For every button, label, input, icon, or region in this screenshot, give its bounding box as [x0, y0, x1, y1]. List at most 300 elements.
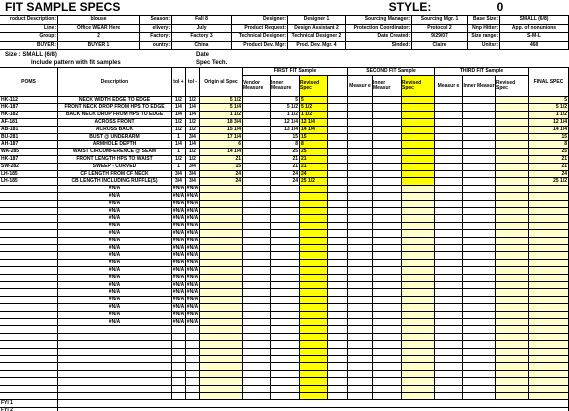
final-spec-header: FINAL SPEC: [529, 68, 569, 97]
measure2-cell: [348, 260, 373, 267]
inner-cell: 15: [271, 134, 300, 141]
orig-spec-cell: [200, 319, 243, 326]
vendor-cell: [243, 275, 271, 282]
inner-cell: 13 1/4: [271, 127, 300, 134]
fyi-notes: [58, 400, 569, 407]
revised2-cell: [402, 312, 435, 319]
vendor-cell: [243, 319, 271, 326]
inner2-cell: [373, 127, 402, 134]
measure2-cell: [348, 238, 373, 245]
measure3-cell: [435, 215, 463, 222]
pom-cell: HK-187: [0, 156, 58, 163]
blank-cell: [328, 356, 348, 363]
orig-spec-cell: [200, 201, 243, 208]
pom-cell: [0, 252, 58, 259]
blank-cell: [328, 171, 348, 178]
inner2-cell: [373, 275, 402, 282]
revised3-cell: [496, 141, 529, 148]
tol-plus-cell: #N/A: [186, 267, 199, 273]
orig-spec-cell: [200, 252, 243, 259]
measure2-header: Measur e: [348, 76, 373, 97]
final-spec-cell: [529, 386, 569, 393]
revised2-cell: [402, 326, 435, 333]
measure2-cell: [348, 186, 373, 193]
orig-spec-cell: 17 1/4: [200, 134, 243, 141]
vendor-measure-header: Vendor Measure: [243, 76, 271, 97]
tol-plus-cell: 3/4: [186, 178, 200, 185]
inner-cell: [271, 297, 300, 304]
vendor-cell: [243, 215, 271, 222]
inner2-cell: [373, 326, 402, 333]
revised3-header: Revised Spec: [496, 76, 529, 97]
revised-cell: 1 1/2: [300, 112, 328, 119]
tol-plus-cell: [186, 371, 200, 378]
style-label: STYLE:: [388, 0, 432, 14]
revised3-cell: [496, 371, 529, 378]
vendor-cell: [243, 178, 271, 185]
final-spec-cell: [529, 223, 569, 230]
inner2-cell: [373, 282, 402, 289]
description-cell: [58, 378, 172, 385]
inner3-cell: [463, 275, 496, 282]
revised-cell: 25: [300, 149, 328, 156]
inner-cell: [271, 267, 300, 274]
revised2-cell: [402, 127, 435, 134]
description-cell: [58, 356, 172, 363]
final-spec-cell: [529, 252, 569, 259]
final-spec-cell: [529, 186, 569, 193]
tol-plus-cell: #N/A: [186, 252, 199, 259]
revised-cell: [300, 186, 328, 193]
inner2-cell: [373, 97, 402, 104]
final-spec-cell: 21: [529, 164, 569, 171]
measure3-cell: [435, 341, 463, 348]
fyi-label: FYI 1: [0, 400, 58, 407]
inner-cell: [271, 393, 300, 400]
description-cell: #N/A: [58, 186, 172, 193]
blank-cell: [328, 127, 348, 134]
info-value: 9/29/07: [412, 33, 468, 42]
revised-cell: [300, 193, 328, 200]
final-spec-cell: [529, 363, 569, 370]
revised-cell: [300, 356, 328, 363]
revised3-cell: [496, 119, 529, 126]
revised2-header: Revised Spec: [402, 76, 435, 97]
pom-cell: [0, 282, 58, 289]
blank-cell: [328, 208, 348, 215]
tol-plus-cell: #N/A: [186, 319, 199, 325]
revised-cell: [300, 326, 328, 333]
vendor-cell: [243, 378, 271, 385]
blank-cell: [328, 104, 348, 111]
pom-cell: [0, 260, 58, 267]
revised3-cell: [496, 238, 529, 245]
blank-cell: [328, 260, 348, 267]
measure3-cell: [435, 127, 463, 134]
blank-cell: [328, 334, 348, 341]
measure3-cell: [435, 363, 463, 370]
measure3-cell: [435, 245, 463, 252]
tol-minus-cell: [172, 334, 186, 341]
inner2-cell: [373, 119, 402, 126]
measure3-cell: [435, 252, 463, 259]
tol-minus-cell: #N/A: [172, 252, 185, 259]
revised-cell: [300, 223, 328, 230]
vendor-cell: [243, 341, 271, 348]
measure2-cell: [348, 97, 373, 104]
orig-spec-header: Origin al Spec: [200, 68, 243, 97]
description-cell: [58, 371, 172, 378]
inner2-cell: [373, 260, 402, 267]
measure3-cell: [435, 393, 463, 400]
inner3-cell: [463, 238, 496, 245]
orig-spec-cell: [200, 371, 243, 378]
description-cell: [58, 326, 172, 333]
pom-cell: [0, 215, 58, 222]
description-cell: #N/A: [58, 319, 172, 326]
inner-cell: 5 1/2: [271, 104, 300, 111]
final-spec-cell: 14 1/4: [529, 127, 569, 134]
measure2-cell: [348, 334, 373, 341]
measure3-cell: [435, 371, 463, 378]
pom-cell: HK-187: [0, 104, 58, 111]
inner3-cell: [463, 156, 496, 163]
blank-cell: [328, 97, 348, 104]
pom-cell: WA-285: [0, 149, 58, 156]
revised-cell: [300, 341, 328, 348]
description-cell: FRONT NECK DROP FROM HPS TO EDGE: [58, 104, 172, 111]
vendor-cell: [243, 112, 271, 119]
inner-cell: [271, 252, 300, 259]
info-label: Product Request:: [232, 25, 288, 34]
inner-cell: [271, 349, 300, 356]
revised3-cell: [496, 186, 529, 193]
measure2-cell: [348, 171, 373, 178]
pom-cell: [0, 356, 58, 363]
inner2-cell: [373, 312, 402, 319]
tol-plus-cell: #N/A: [186, 289, 199, 296]
revised-cell: 14 1/4: [300, 127, 328, 134]
revised3-cell: [496, 297, 529, 304]
tol-minus-cell: #N/A: [172, 245, 185, 251]
measure3-cell: [435, 134, 463, 141]
measure2-cell: [348, 134, 373, 141]
measure2-cell: [348, 356, 373, 363]
orig-spec-cell: [200, 275, 243, 282]
tol-minus-cell: #N/A: [172, 215, 185, 222]
measure3-cell: [435, 260, 463, 267]
revised-cell: 5 1/2: [300, 104, 328, 111]
tol-plus-cell: #N/A: [186, 193, 199, 199]
sheet-title: FIT SAMPLE SPECS: [5, 0, 121, 14]
inner3-cell: [463, 134, 496, 141]
orig-spec-cell: [200, 186, 243, 193]
orig-spec-cell: [200, 304, 243, 311]
measure2-cell: [348, 223, 373, 230]
tol-plus-header: tol -: [186, 68, 200, 97]
revised3-cell: [496, 252, 529, 259]
tol-plus-cell: #N/A: [186, 237, 199, 244]
info-value: Office WEAR Here: [58, 25, 140, 34]
final-spec-cell: [529, 371, 569, 378]
info-value: Prod. Dev. Mgr. 4: [288, 42, 346, 51]
final-spec-cell: 25: [529, 149, 569, 156]
info-label: Group:: [0, 33, 58, 42]
pom-cell: [0, 275, 58, 282]
info-label: Technical Designer:: [232, 33, 288, 42]
info-value: Fall 8: [172, 16, 232, 25]
tol-plus-cell: 3/4: [186, 134, 200, 141]
vendor-cell: [243, 363, 271, 370]
measure2-cell: [348, 393, 373, 400]
inner3-cell: [463, 349, 496, 356]
inner3-cell: [463, 245, 496, 252]
measure3-cell: [435, 141, 463, 148]
blank-cell: [328, 215, 348, 222]
revised2-cell: [402, 341, 435, 348]
orig-spec-cell: [200, 230, 243, 237]
pom-cell: [0, 208, 58, 215]
inner2-cell: [373, 245, 402, 252]
info-label: Factory:: [140, 33, 172, 42]
vendor-cell: [243, 134, 271, 141]
revised3-cell: [496, 341, 529, 348]
orig-spec-cell: [200, 208, 243, 215]
tol-plus-cell: #N/A: [186, 311, 199, 318]
blank-cell: [328, 164, 348, 171]
orig-spec-cell: 1 1/2: [200, 112, 243, 119]
inner2-cell: [373, 363, 402, 370]
measure3-cell: [435, 149, 463, 156]
vendor-cell: [243, 119, 271, 126]
revised2-cell: [402, 319, 435, 326]
tol-minus-cell: [172, 326, 186, 333]
revised3-cell: [496, 304, 529, 311]
inner3-cell: [463, 119, 496, 126]
inner-cell: [271, 238, 300, 245]
pom-cell: [0, 289, 58, 296]
revised2-cell: [402, 393, 435, 400]
inner3-cell: [463, 386, 496, 393]
revised3-cell: [496, 127, 529, 134]
blank-cell: [328, 319, 348, 326]
pom-cell: LH-185: [0, 171, 58, 178]
pom-cell: HK-182: [0, 112, 58, 119]
measure2-cell: [348, 230, 373, 237]
inner3-cell: [463, 252, 496, 259]
revised-cell: [300, 282, 328, 289]
info-value: S-M-L: [500, 33, 569, 42]
tol-plus-cell: [186, 341, 200, 348]
inner-cell: [271, 245, 300, 252]
inner3-cell: [463, 304, 496, 311]
inner2-cell: [373, 201, 402, 208]
inner-cell: 24: [271, 171, 300, 178]
inner-cell: [271, 208, 300, 215]
inner3-cell: [463, 178, 496, 185]
inner-cell: [271, 282, 300, 289]
pom-cell: AF-181: [0, 119, 58, 126]
inner2-cell: [373, 378, 402, 385]
description-cell: #N/A: [58, 223, 172, 230]
blank-cell: [328, 326, 348, 333]
measure2-cell: [348, 312, 373, 319]
revised2-cell: [402, 208, 435, 215]
tol-minus-cell: #N/A: [172, 289, 185, 296]
revised-cell: [300, 319, 328, 326]
revised2-cell: [402, 215, 435, 222]
revised3-cell: [496, 356, 529, 363]
vendor-cell: [243, 156, 271, 163]
vendor-cell: [243, 208, 271, 215]
orig-spec-cell: [200, 238, 243, 245]
tol-minus-cell: 1/2: [172, 119, 186, 126]
final-spec-cell: 1 1/2: [529, 112, 569, 119]
description-cell: WAIST CIRCUMFERENCE @ SEAM: [58, 149, 172, 156]
inner-cell: 5: [271, 97, 300, 104]
measure3-header: Measur e: [435, 76, 463, 97]
poms-header: POMS: [0, 68, 58, 97]
tol-plus-cell: #N/A: [186, 215, 199, 222]
measure2-cell: [348, 386, 373, 393]
orig-spec-cell: [200, 334, 243, 341]
inner3-cell: [463, 215, 496, 222]
measure3-cell: [435, 304, 463, 311]
pom-cell: [0, 312, 58, 319]
orig-spec-cell: [200, 386, 243, 393]
final-spec-cell: [529, 208, 569, 215]
revised2-cell: [402, 156, 435, 163]
blank-cell: [328, 230, 348, 237]
inner2-cell: [373, 238, 402, 245]
info-value: Technical Designer 2: [288, 33, 346, 42]
revised3-cell: [496, 349, 529, 356]
inner3-cell: [463, 97, 496, 104]
blank-cell: [328, 275, 348, 282]
revised3-cell: [496, 363, 529, 370]
measure2-cell: [348, 215, 373, 222]
inner-cell: [271, 312, 300, 319]
final-spec-cell: [529, 275, 569, 282]
measure3-cell: [435, 97, 463, 104]
orig-spec-cell: [200, 349, 243, 356]
revised-cell: [300, 334, 328, 341]
orig-spec-cell: [200, 356, 243, 363]
revised2-cell: [402, 363, 435, 370]
blank-cell: [328, 363, 348, 370]
inner3-cell: [463, 378, 496, 385]
revised2-cell: [402, 334, 435, 341]
final-spec-cell: 15: [529, 134, 569, 141]
vendor-cell: [243, 127, 271, 134]
orig-spec-cell: 21: [200, 156, 243, 163]
revised-cell: [300, 201, 328, 208]
inner2-cell: [373, 356, 402, 363]
orig-spec-cell: 5 1/4: [200, 104, 243, 111]
pom-cell: AB-181: [0, 127, 58, 134]
info-label: Nnp Hitter:: [468, 25, 500, 34]
blank-cell: [328, 112, 348, 119]
inner-cell: [271, 378, 300, 385]
tol-minus-cell: [172, 386, 186, 393]
inner-cell: [271, 304, 300, 311]
orig-spec-cell: [200, 193, 243, 200]
tol-plus-cell: [186, 334, 200, 341]
measure2-cell: [348, 282, 373, 289]
vendor-cell: [243, 104, 271, 111]
info-value: SMALL (6/8): [500, 16, 569, 25]
revised2-cell: [402, 97, 435, 104]
vendor-cell: [243, 252, 271, 259]
revised3-cell: [496, 97, 529, 104]
vendor-cell: [243, 356, 271, 363]
revised2-cell: [402, 297, 435, 304]
inner3-cell: [463, 149, 496, 156]
revised-cell: 25 1/2: [300, 178, 328, 185]
inner-cell: [271, 230, 300, 237]
revised3-cell: [496, 267, 529, 274]
tol-minus-cell: 1/4: [172, 141, 186, 148]
inner-cell: [271, 215, 300, 222]
tol-minus-cell: 1/2: [172, 127, 186, 134]
description-cell: #N/A: [58, 275, 172, 282]
revised2-cell: [402, 186, 435, 193]
pom-cell: [0, 349, 58, 356]
description-cell: [58, 363, 172, 370]
orig-spec-cell: [200, 260, 243, 267]
pom-cell: [0, 201, 58, 208]
pom-cell: HK-112: [0, 97, 58, 104]
vendor-cell: [243, 245, 271, 252]
revised2-cell: [402, 104, 435, 111]
inner3-cell: [463, 104, 496, 111]
blank-cell: [328, 297, 348, 304]
inner-cell: [271, 289, 300, 296]
pom-cell: [0, 341, 58, 348]
measure2-cell: [348, 193, 373, 200]
tol-plus-cell: 1/2: [186, 149, 200, 156]
final-spec-cell: 8: [529, 141, 569, 148]
revised3-cell: [496, 393, 529, 400]
inner2-cell: [373, 252, 402, 259]
tol-plus-cell: [186, 326, 200, 333]
blank-cell: [328, 245, 348, 252]
inner2-cell: [373, 297, 402, 304]
inner2-cell: [373, 171, 402, 178]
info-value: blouse: [58, 16, 140, 25]
final-spec-cell: 12 1/4: [529, 119, 569, 126]
measure3-cell: [435, 275, 463, 282]
orig-spec-cell: 15: [200, 164, 243, 171]
info-value: Factory 3: [172, 33, 232, 42]
description-cell: ACROSS FRONT: [58, 119, 172, 126]
final-spec-cell: [529, 267, 569, 274]
revised2-cell: [402, 349, 435, 356]
blank-cell: [328, 289, 348, 296]
vendor-cell: [243, 267, 271, 274]
orig-spec-cell: 14 1/4: [200, 149, 243, 156]
revised2-cell: [402, 193, 435, 200]
revised2-cell: [402, 275, 435, 282]
info-label: Protection Coordinator:: [346, 25, 412, 34]
description-cell: BUST @ UNDERARM: [58, 134, 172, 141]
measure3-cell: [435, 208, 463, 215]
description-cell: FRONT LENGTH HPS TO WAIST: [58, 156, 172, 163]
inner2-cell: [373, 349, 402, 356]
description-cell: [58, 349, 172, 356]
inner2-header: Inner Measur: [373, 76, 402, 97]
tol-minus-cell: #N/A: [172, 274, 185, 281]
